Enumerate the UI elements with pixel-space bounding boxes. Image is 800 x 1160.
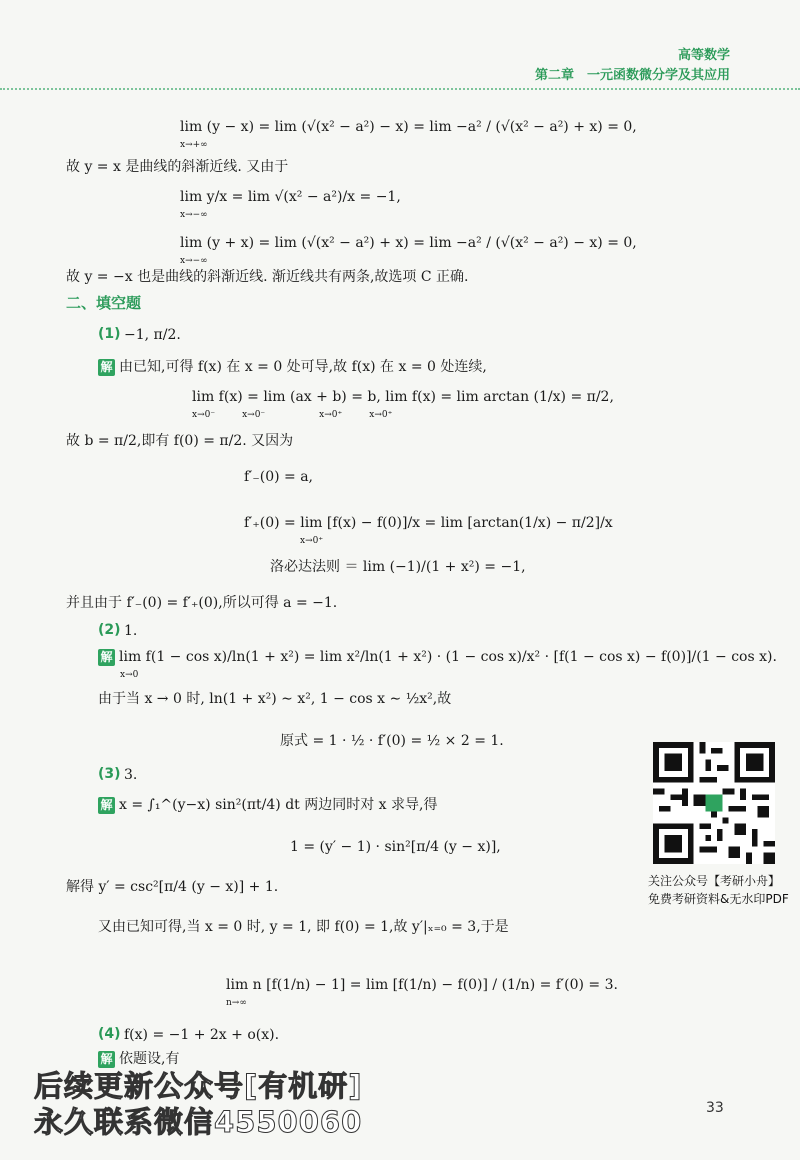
formula-line: 洛必达法则 ＝ lim (−1)/(1 + x²) = −1, xyxy=(270,559,526,575)
formula-line: lim (y − x) = lim (√(x² − a²) − x) = lim −a² / (√(x² − a²) + x) = 0, xyxy=(180,119,637,135)
solution-text: 依题设,有 xyxy=(119,1051,180,1067)
answer-line: 3. xyxy=(124,767,138,783)
header-divider xyxy=(0,88,800,90)
question-number: (3) xyxy=(98,766,121,782)
answer-line: 1. xyxy=(124,623,138,639)
formula-line: f′₋(0) = a, xyxy=(244,469,314,485)
formula-line: 1 = (y′ − 1) · sin²[π/4 (y − x)], xyxy=(290,839,501,855)
formula-subscript: x→0⁺ xyxy=(300,536,324,546)
formula-line: 原式 = 1 · ½ · f′(0) = ½ × 2 = 1. xyxy=(280,733,504,749)
page-number: 33 xyxy=(706,1100,724,1116)
formula-line: lim (y + x) = lim (√(x² − a²) + x) = lim −a² / (√(x² − a²) − x) = 0, xyxy=(180,235,637,251)
solution-line xyxy=(98,358,487,376)
formula-subscript: x→+∞ xyxy=(180,140,208,150)
solution-badge: 解 xyxy=(98,797,115,814)
solution-line xyxy=(98,796,437,814)
formula-subscript: x→−∞ xyxy=(180,256,208,266)
solution-text: x = ∫₁^(y−x) sin²(πt/4) dt 两边同时对 x 求导,得 xyxy=(119,797,438,813)
qr-caption: 免费考研资料&无水印PDF xyxy=(648,892,789,906)
header-chapter-title: 第二章 一元函数微分学及其应用 xyxy=(534,68,730,83)
section-title: 二、填空题 xyxy=(66,294,142,312)
text-line: 故 y = x 是曲线的斜渐近线. 又由于 xyxy=(66,159,289,175)
watermark-line: 永久联系微信4550060 xyxy=(34,1105,363,1139)
formula-line: lim f(x) = lim (ax + b) = b, lim f(x) = lim arctan (1/x) = π/2, xyxy=(192,389,614,405)
text-line: 解得 y′ = csc²[π/4 (y − x)] + 1. xyxy=(66,879,279,895)
solution-text: 由已知,可得 f(x) 在 x = 0 处可导,故 f(x) 在 x = 0 处连续, xyxy=(119,359,487,375)
question-number: (4) xyxy=(98,1026,121,1042)
text-line: 故 b = π/2,即有 f(0) = π/2. 又因为 xyxy=(66,433,294,449)
solution-badge: 解 xyxy=(98,649,115,666)
watermark-line: 后续更新公众号[有机研] xyxy=(34,1069,363,1103)
formula-subscript: n→∞ xyxy=(226,998,247,1008)
answer-line: f(x) = −1 + 2x + o(x). xyxy=(124,1027,280,1043)
text-line: 由于当 x → 0 时, ln(1 + x²) ∼ x², 1 − cos x ∼ ½x²,故 xyxy=(98,691,452,707)
solution-line xyxy=(98,648,777,666)
text-line: 故 y = −x 也是曲线的斜渐近线. 渐近线共有两条,故选项 C 正确. xyxy=(66,269,469,285)
formula-subscript: x→0 xyxy=(120,670,139,680)
solution-text: lim f(1 − cos x)/ln(1 + x²) = lim x²/ln(1 + x²) · (1 − cos x)/x² · [f(1 − cos x) − f(0)]/(1 − cos x). xyxy=(119,649,777,665)
formula-line: f′₊(0) = lim [f(x) − f(0)]/x = lim [arctan(1/x) − π/2]/x xyxy=(244,515,613,531)
text-line: 又由已知可得,当 x = 0 时, y = 1, 即 f(0) = 1,故 y′|ₓ₌₀ = 3,于是 xyxy=(98,919,509,935)
qr-code[interactable] xyxy=(653,742,775,864)
formula-subscript: x→0⁻ x→0⁻ x→0⁺ x→0⁺ xyxy=(192,410,393,420)
solution-badge: 解 xyxy=(98,359,115,376)
text-line: 并且由于 f′₋(0) = f′₊(0),所以可得 a = −1. xyxy=(66,595,338,611)
solution-badge: 解 xyxy=(98,1051,115,1068)
header-book-title: 高等数学 xyxy=(677,48,730,63)
question-number: (1) xyxy=(98,326,121,342)
formula-line: lim n [f(1/n) − 1] = lim [f(1/n) − f(0)] / (1/n) = f′(0) = 3. xyxy=(226,977,618,993)
question-number: (2) xyxy=(98,622,121,638)
answer-line: −1, π/2. xyxy=(124,327,181,343)
formula-line: lim y/x = lim √(x² − a²)/x = −1, xyxy=(180,189,401,205)
formula-subscript: x→−∞ xyxy=(180,210,208,220)
qr-caption: 关注公众号【考研小舟】 xyxy=(648,874,781,888)
